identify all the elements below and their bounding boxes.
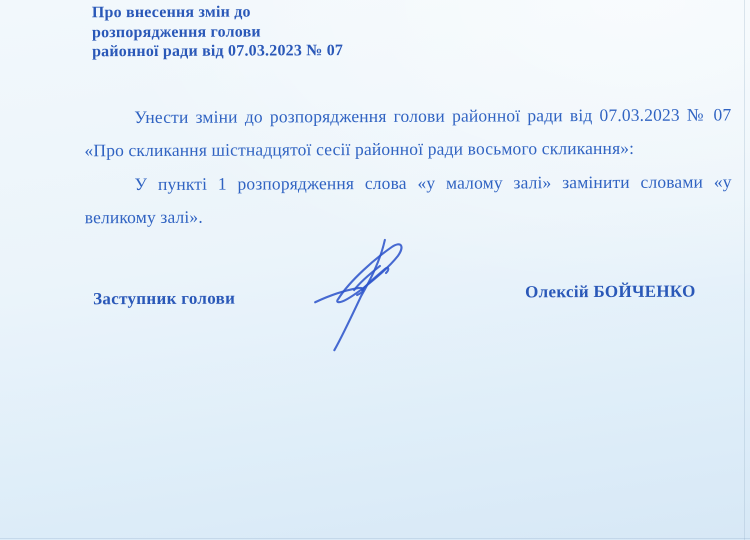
body-line-2: «Про скликання шістнадцятої сесії районної ради восьмого скликання»:: [84, 138, 635, 161]
title-line-1: Про внесення змін до: [91, 3, 251, 22]
body-line-1: Унести зміни до розпорядження голови районної ради від 07.03.2023 № 07: [134, 104, 732, 128]
body-line-3: У пункті 1 розпорядження слова «у малому залі» замінити словами «у: [134, 171, 732, 194]
document-body: [84, 98, 732, 234]
document-title: [92, 2, 343, 62]
title-line-3: районної ради від 07.03.2023 № 07: [92, 42, 344, 61]
paper-edge-bottom: [0, 538, 750, 539]
body-line-4: великому залі».: [84, 206, 203, 228]
signer-position-title: Заступник голови: [93, 288, 236, 309]
title-line-2: розпорядження голови: [91, 22, 261, 41]
paper-edge-right: [744, 0, 745, 540]
handwritten-signature-icon: [300, 230, 416, 356]
signer-name: Олексій БОЙЧЕНКО: [525, 281, 696, 302]
